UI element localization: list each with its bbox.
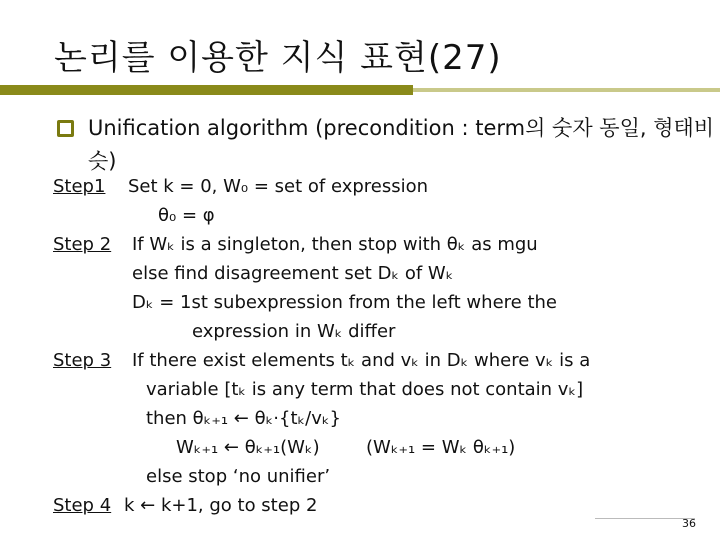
footer-rule: [595, 518, 695, 519]
else-find-line: else find disagreement set Dₖ of Wₖ: [132, 263, 454, 284]
then-line: then θₖ₊₁ ← θₖ·{tₖ/vₖ}: [146, 408, 341, 429]
step2-text: If Wₖ is a singleton, then stop with θₖ as mgu: [132, 234, 538, 255]
title-underline-accent: [413, 88, 720, 92]
step4-text: k ← k+1, go to step 2: [124, 495, 318, 516]
title-underline-bar: [0, 85, 413, 95]
theta-init: θ₀ = φ: [158, 205, 215, 226]
w-update: Wₖ₊₁ ← θₖ₊₁(Wₖ): [176, 437, 320, 458]
bullet-square-icon: [57, 120, 74, 137]
bullet-text: Unification algorithm (precondition : term의 숫자 동일, 형태비슷): [88, 116, 715, 173]
page-number: 36: [682, 517, 696, 530]
step2-label: Step 2: [53, 234, 112, 255]
variable-line: variable [tₖ is any term that does not contain vₖ]: [146, 379, 584, 400]
step3-text: If there exist elements tₖ and vₖ in Dₖ where vₖ is a: [132, 350, 591, 371]
w-note: (Wₖ₊₁ = Wₖ θₖ₊₁): [366, 437, 516, 458]
dk-definition-cont: expression in Wₖ differ: [192, 321, 396, 342]
else-stop-line: else stop ‘no unifier’: [146, 466, 331, 487]
step4-label: Step 4: [53, 495, 112, 516]
step3-label: Step 3: [53, 350, 112, 371]
step1-text: Set k = 0, W₀ = set of expression: [128, 176, 429, 197]
step1-label: Step1: [53, 176, 106, 197]
dk-definition: Dₖ = 1st subexpression from the left where the: [132, 292, 557, 313]
slide-title: 논리를 이용한 지식 표현(27): [54, 38, 502, 78]
